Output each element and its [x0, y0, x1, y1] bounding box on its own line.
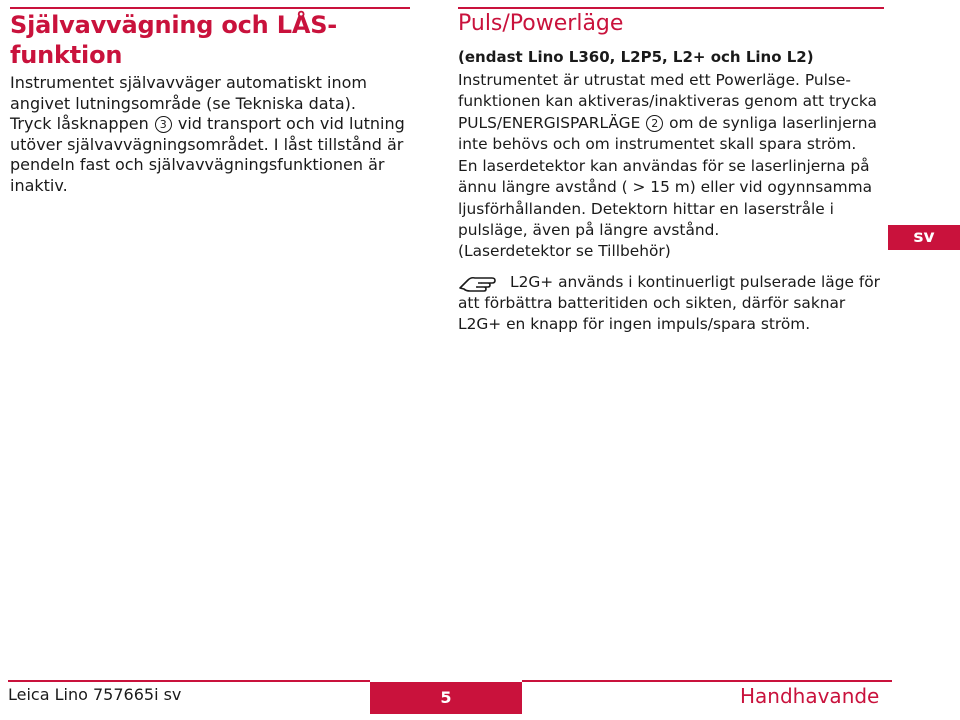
left-column [10, 10, 410, 196]
right-paragraph-1: Instrumentet är utrustat med ett Powerläge. Pulse-funktionen kan aktiveras/inaktiveras genom att trycka PULS/ENERGISPARLÄGE 2 om de synliga laserlinjerna inte behövs och om instrumentet skall spara ström. [458, 71, 877, 153]
top-rule-left [10, 7, 410, 9]
footer-section-title: Handhavande [740, 684, 880, 708]
left-paragraph-1: Instrumentet självavväger automatiskt inom angivet lutningsområde (se Tekniska data). [10, 73, 367, 113]
top-rule-right [458, 7, 884, 9]
footer-rule-right [522, 680, 892, 682]
footer-rule-left [8, 680, 370, 682]
note: L2G+ används i kontinuerligt pulserade läge för att förbättra batteritiden och sikten, därför saknar L2G+ en knapp för ingen impuls/spara ström. [458, 272, 880, 334]
left-paragraph-2: Tryck låsknappen 3 vid transport och vid lutning utöver självavvägningsområdet. I låst tillstånd är pendeln fast och självavvägningsfunktionen är inaktiv. [10, 114, 405, 195]
circled-number-2: 2 [646, 115, 663, 132]
right-paragraph-3: (Laserdetektor se Tillbehör) [458, 242, 671, 261]
footer-document-id: Leica Lino 757665i sv [8, 685, 182, 704]
right-heading: Puls/Powerläge [458, 11, 624, 36]
left-heading: Självavvägning och LÅS-funktion [10, 11, 338, 69]
pointing-hand-icon [458, 271, 498, 293]
page-number: 5 [370, 682, 522, 714]
right-subheading: (endast Lino L360, L2P5, L2+ och Lino L2) [458, 48, 814, 66]
right-paragraph-2: En laserdetektor kan användas för se laserlinjerna på ännu längre avstånd ( > 15 m) eller vid ogynnsamma ljusförhållanden. Detektorn hittar en laserstråle i pulsläge, även på längre avstånd. [458, 157, 873, 240]
language-tab: sv [888, 225, 960, 250]
circled-number-3: 3 [155, 116, 172, 133]
right-column [458, 10, 888, 336]
